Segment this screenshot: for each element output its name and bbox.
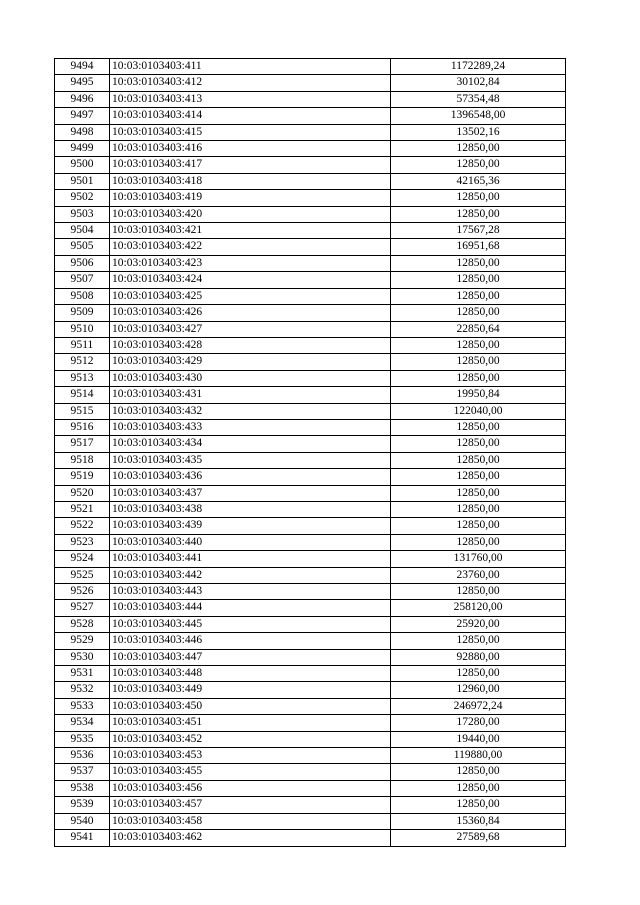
table-row <box>55 59 566 75</box>
cadastral-value-cell: 1396548,00 <box>391 108 566 124</box>
table-row <box>55 649 566 665</box>
table-row <box>55 387 566 403</box>
cadastral-number-cell: 10:03:0103403:416 <box>110 141 391 157</box>
row-number-cell: 9527 <box>55 600 110 616</box>
cadastral-value-cell: 15360,84 <box>391 813 566 829</box>
cadastral-value-cell: 12850,00 <box>391 469 566 485</box>
cadastral-number-cell: 10:03:0103403:449 <box>110 682 391 698</box>
cadastral-value-cell: 12850,00 <box>391 584 566 600</box>
cadastral-value-cell: 12850,00 <box>391 501 566 517</box>
cadastral-value-cell: 131760,00 <box>391 551 566 567</box>
cadastral-value-cell: 23760,00 <box>391 567 566 583</box>
row-number-cell: 9504 <box>55 223 110 239</box>
cadastral-number-cell: 10:03:0103403:415 <box>110 124 391 140</box>
row-number-cell: 9509 <box>55 305 110 321</box>
row-number-cell: 9513 <box>55 370 110 386</box>
cadastral-value-cell: 12850,00 <box>391 666 566 682</box>
cadastral-number-cell: 10:03:0103403:437 <box>110 485 391 501</box>
row-number-cell: 9516 <box>55 419 110 435</box>
row-number-cell: 9499 <box>55 141 110 157</box>
row-number-cell: 9495 <box>55 75 110 91</box>
cadastral-value-cell: 12850,00 <box>391 337 566 353</box>
table-row <box>55 108 566 124</box>
cadastral-number-cell: 10:03:0103403:436 <box>110 469 391 485</box>
cadastral-number-cell: 10:03:0103403:457 <box>110 797 391 813</box>
row-number-cell: 9501 <box>55 173 110 189</box>
cadastral-number-cell: 10:03:0103403:422 <box>110 239 391 255</box>
cadastral-value-cell: 12850,00 <box>391 452 566 468</box>
row-number-cell: 9521 <box>55 501 110 517</box>
cadastral-number-cell: 10:03:0103403:452 <box>110 731 391 747</box>
table-row <box>55 419 566 435</box>
cadastral-value-cell: 12850,00 <box>391 370 566 386</box>
row-number-cell: 9529 <box>55 633 110 649</box>
cadastral-value-cell: 17567,28 <box>391 223 566 239</box>
row-number-cell: 9507 <box>55 272 110 288</box>
row-number-cell: 9511 <box>55 337 110 353</box>
row-number-cell: 9525 <box>55 567 110 583</box>
cadastral-value-cell: 12850,00 <box>391 764 566 780</box>
row-number-cell: 9518 <box>55 452 110 468</box>
cadastral-value-cell: 12850,00 <box>391 255 566 271</box>
table-row <box>55 731 566 747</box>
table-row <box>55 354 566 370</box>
cadastral-value-cell: 92880,00 <box>391 649 566 665</box>
row-number-cell: 9503 <box>55 206 110 222</box>
cadastral-number-cell: 10:03:0103403:411 <box>110 59 391 75</box>
cadastral-number-cell: 10:03:0103403:429 <box>110 354 391 370</box>
table-row <box>55 305 566 321</box>
row-number-cell: 9531 <box>55 666 110 682</box>
table-row <box>55 255 566 271</box>
cadastral-value-cell: 12960,00 <box>391 682 566 698</box>
row-number-cell: 9535 <box>55 731 110 747</box>
cadastral-number-cell: 10:03:0103403:431 <box>110 387 391 403</box>
table-row <box>55 91 566 107</box>
cadastral-number-cell: 10:03:0103403:421 <box>110 223 391 239</box>
cadastral-value-cell: 12850,00 <box>391 157 566 173</box>
cadastral-number-cell: 10:03:0103403:423 <box>110 255 391 271</box>
row-number-cell: 9500 <box>55 157 110 173</box>
cadastral-value-cell: 246972,24 <box>391 698 566 714</box>
table-row <box>55 501 566 517</box>
cadastral-number-cell: 10:03:0103403:427 <box>110 321 391 337</box>
table-row <box>55 469 566 485</box>
table-row <box>55 141 566 157</box>
cadastral-number-cell: 10:03:0103403:443 <box>110 584 391 600</box>
cadastral-number-cell: 10:03:0103403:434 <box>110 436 391 452</box>
cadastral-value-cell: 1172289,24 <box>391 59 566 75</box>
table-row <box>55 682 566 698</box>
row-number-cell: 9541 <box>55 830 110 846</box>
cadastral-value-cell: 12850,00 <box>391 534 566 550</box>
cadastral-number-cell: 10:03:0103403:455 <box>110 764 391 780</box>
cadastral-value-cell: 30102,84 <box>391 75 566 91</box>
cadastral-value-cell: 258120,00 <box>391 600 566 616</box>
table-row <box>55 485 566 501</box>
row-number-cell: 9524 <box>55 551 110 567</box>
table-row <box>55 206 566 222</box>
cadastral-number-cell: 10:03:0103403:417 <box>110 157 391 173</box>
cadastral-number-cell: 10:03:0103403:444 <box>110 600 391 616</box>
cadastral-value-cell: 19950,84 <box>391 387 566 403</box>
cadastral-number-cell: 10:03:0103403:432 <box>110 403 391 419</box>
cadastral-value-cell: 12850,00 <box>391 190 566 206</box>
row-number-cell: 9519 <box>55 469 110 485</box>
table-row <box>55 780 566 796</box>
row-number-cell: 9530 <box>55 649 110 665</box>
cadastral-value-cell: 57354,48 <box>391 91 566 107</box>
table-row <box>55 764 566 780</box>
cadastral-value-cell: 119880,00 <box>391 748 566 764</box>
cadastral-number-cell: 10:03:0103403:451 <box>110 715 391 731</box>
cadastral-number-cell: 10:03:0103403:424 <box>110 272 391 288</box>
row-number-cell: 9508 <box>55 288 110 304</box>
cadastral-number-cell: 10:03:0103403:413 <box>110 91 391 107</box>
table-row <box>55 715 566 731</box>
table-row <box>55 370 566 386</box>
cadastral-value-cell: 25920,00 <box>391 616 566 632</box>
table-row <box>55 272 566 288</box>
table-row <box>55 403 566 419</box>
cadastral-number-cell: 10:03:0103403:441 <box>110 551 391 567</box>
cadastral-number-cell: 10:03:0103403:418 <box>110 173 391 189</box>
cadastral-value-table <box>54 58 566 847</box>
table-row <box>55 124 566 140</box>
table-row <box>55 452 566 468</box>
cadastral-number-cell: 10:03:0103403:426 <box>110 305 391 321</box>
cadastral-value-cell: 12850,00 <box>391 354 566 370</box>
table-row <box>55 567 566 583</box>
row-number-cell: 9523 <box>55 534 110 550</box>
cadastral-number-cell: 10:03:0103403:445 <box>110 616 391 632</box>
table-row <box>55 190 566 206</box>
cadastral-value-cell: 12850,00 <box>391 419 566 435</box>
cadastral-number-cell: 10:03:0103403:440 <box>110 534 391 550</box>
row-number-cell: 9512 <box>55 354 110 370</box>
row-number-cell: 9515 <box>55 403 110 419</box>
table-row <box>55 600 566 616</box>
row-number-cell: 9494 <box>55 59 110 75</box>
row-number-cell: 9538 <box>55 780 110 796</box>
cadastral-value-cell: 19440,00 <box>391 731 566 747</box>
cadastral-value-cell: 12850,00 <box>391 272 566 288</box>
cadastral-number-cell: 10:03:0103403:430 <box>110 370 391 386</box>
cadastral-value-cell: 12850,00 <box>391 485 566 501</box>
cadastral-value-cell: 22850,64 <box>391 321 566 337</box>
table-row <box>55 436 566 452</box>
row-number-cell: 9514 <box>55 387 110 403</box>
cadastral-value-cell: 12850,00 <box>391 518 566 534</box>
cadastral-value-cell: 12850,00 <box>391 633 566 649</box>
table-row <box>55 75 566 91</box>
row-number-cell: 9506 <box>55 255 110 271</box>
row-number-cell: 9533 <box>55 698 110 714</box>
cadastral-value-cell: 12850,00 <box>391 780 566 796</box>
cadastral-value-cell: 12850,00 <box>391 288 566 304</box>
table-row <box>55 584 566 600</box>
table-row <box>55 830 566 846</box>
cadastral-value-cell: 12850,00 <box>391 797 566 813</box>
row-number-cell: 9502 <box>55 190 110 206</box>
cadastral-number-cell: 10:03:0103403:447 <box>110 649 391 665</box>
row-number-cell: 9505 <box>55 239 110 255</box>
table-row <box>55 797 566 813</box>
row-number-cell: 9498 <box>55 124 110 140</box>
row-number-cell: 9526 <box>55 584 110 600</box>
cadastral-number-cell: 10:03:0103403:448 <box>110 666 391 682</box>
table-body <box>55 59 566 847</box>
cadastral-number-cell: 10:03:0103403:419 <box>110 190 391 206</box>
table-row <box>55 239 566 255</box>
cadastral-number-cell: 10:03:0103403:420 <box>110 206 391 222</box>
row-number-cell: 9520 <box>55 485 110 501</box>
cadastral-number-cell: 10:03:0103403:438 <box>110 501 391 517</box>
cadastral-value-cell: 13502,16 <box>391 124 566 140</box>
row-number-cell: 9510 <box>55 321 110 337</box>
table-row <box>55 698 566 714</box>
cadastral-number-cell: 10:03:0103403:435 <box>110 452 391 468</box>
table-row <box>55 518 566 534</box>
cadastral-value-cell: 12850,00 <box>391 436 566 452</box>
cadastral-number-cell: 10:03:0103403:425 <box>110 288 391 304</box>
row-number-cell: 9497 <box>55 108 110 124</box>
table-row <box>55 616 566 632</box>
row-number-cell: 9496 <box>55 91 110 107</box>
cadastral-number-cell: 10:03:0103403:433 <box>110 419 391 435</box>
cadastral-value-cell: 17280,00 <box>391 715 566 731</box>
cadastral-number-cell: 10:03:0103403:414 <box>110 108 391 124</box>
cadastral-number-cell: 10:03:0103403:462 <box>110 830 391 846</box>
row-number-cell: 9540 <box>55 813 110 829</box>
table-row <box>55 288 566 304</box>
cadastral-value-cell: 42165,36 <box>391 173 566 189</box>
table-row <box>55 551 566 567</box>
cadastral-value-cell: 122040,00 <box>391 403 566 419</box>
cadastral-number-cell: 10:03:0103403:428 <box>110 337 391 353</box>
table-row <box>55 534 566 550</box>
cadastral-number-cell: 10:03:0103403:458 <box>110 813 391 829</box>
table-row <box>55 337 566 353</box>
table-row <box>55 748 566 764</box>
cadastral-number-cell: 10:03:0103403:442 <box>110 567 391 583</box>
row-number-cell: 9534 <box>55 715 110 731</box>
cadastral-number-cell: 10:03:0103403:412 <box>110 75 391 91</box>
row-number-cell: 9539 <box>55 797 110 813</box>
cadastral-number-cell: 10:03:0103403:450 <box>110 698 391 714</box>
table-row <box>55 157 566 173</box>
table-row <box>55 666 566 682</box>
cadastral-number-cell: 10:03:0103403:446 <box>110 633 391 649</box>
cadastral-value-cell: 12850,00 <box>391 141 566 157</box>
table-row <box>55 173 566 189</box>
row-number-cell: 9517 <box>55 436 110 452</box>
table-row <box>55 321 566 337</box>
row-number-cell: 9528 <box>55 616 110 632</box>
cadastral-number-cell: 10:03:0103403:453 <box>110 748 391 764</box>
cadastral-value-cell: 12850,00 <box>391 305 566 321</box>
row-number-cell: 9532 <box>55 682 110 698</box>
row-number-cell: 9536 <box>55 748 110 764</box>
row-number-cell: 9537 <box>55 764 110 780</box>
cadastral-value-cell: 16951,68 <box>391 239 566 255</box>
cadastral-number-cell: 10:03:0103403:439 <box>110 518 391 534</box>
table-row <box>55 633 566 649</box>
cadastral-value-cell: 27589,68 <box>391 830 566 846</box>
table-row <box>55 223 566 239</box>
cadastral-value-cell: 12850,00 <box>391 206 566 222</box>
cadastral-number-cell: 10:03:0103403:456 <box>110 780 391 796</box>
row-number-cell: 9522 <box>55 518 110 534</box>
table-row <box>55 813 566 829</box>
